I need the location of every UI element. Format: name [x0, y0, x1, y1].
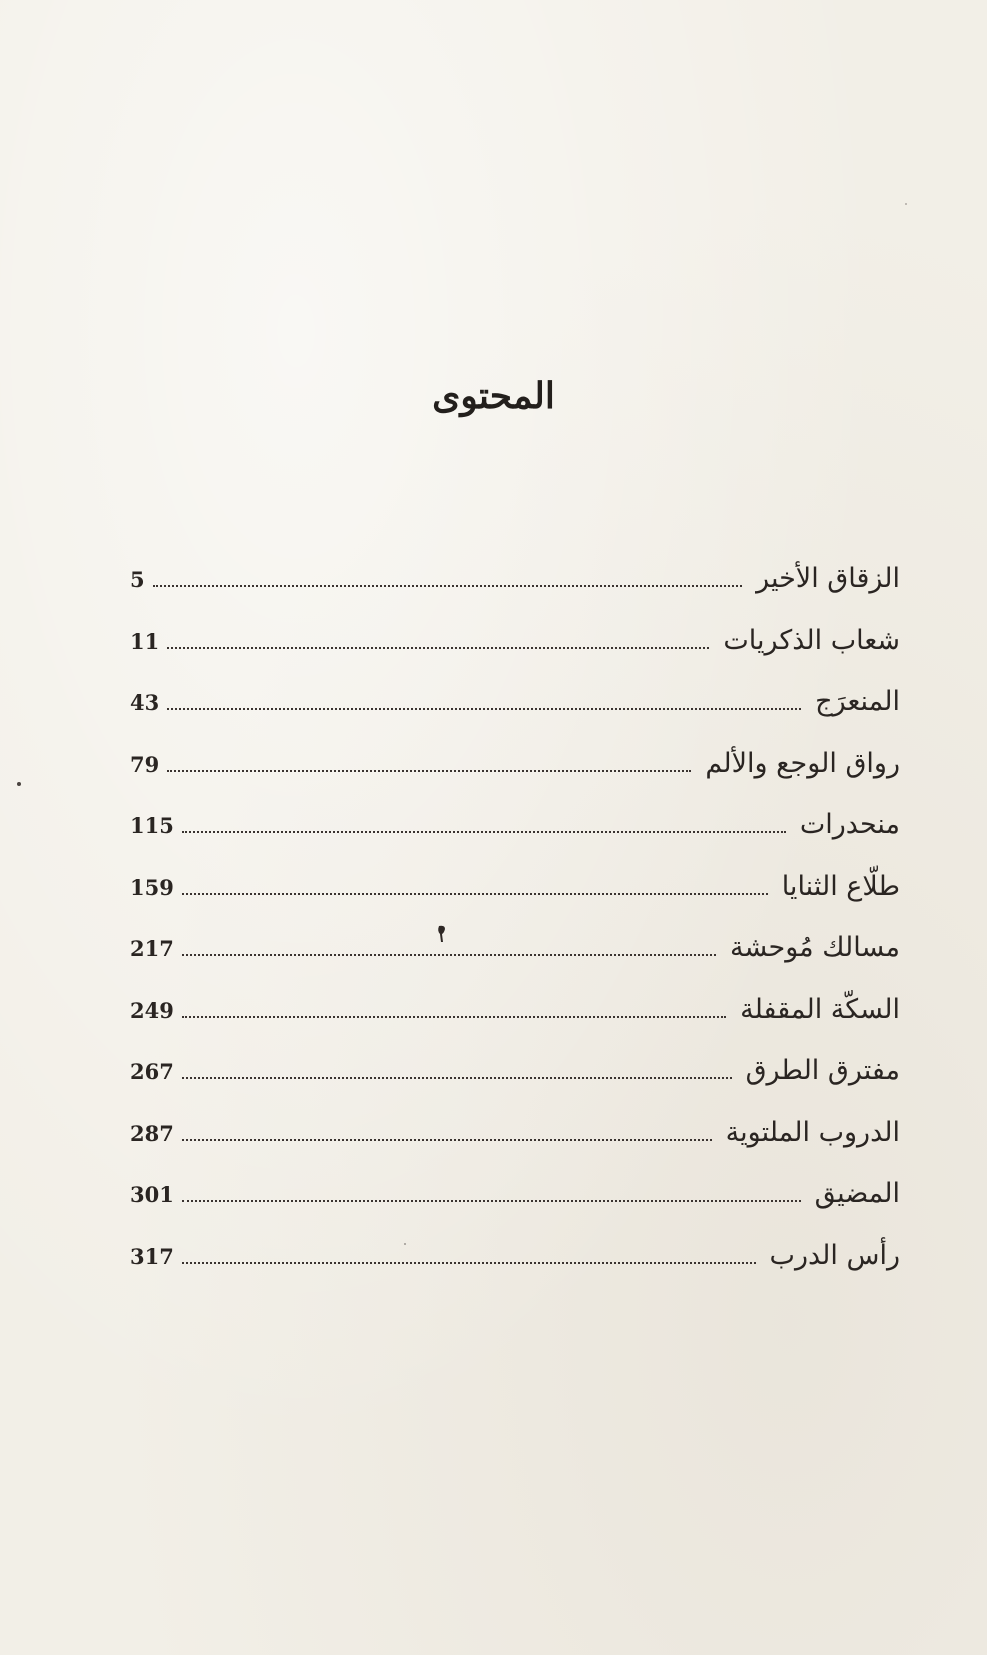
toc-entry-title: مفترق الطرق — [745, 1055, 900, 1086]
toc-entry-title: الزقاق الأخير — [756, 563, 900, 594]
dot-leader — [167, 770, 691, 772]
dot-leader — [182, 1262, 756, 1264]
toc-entry — [130, 1055, 900, 1117]
table-of-contents — [130, 563, 900, 1301]
toc-entry-page: 79 — [130, 751, 160, 777]
toc-entry-title: الدروب الملتوية — [725, 1116, 900, 1148]
toc-entry-title: رواق الوجع والألم — [705, 747, 900, 779]
toc-entry — [130, 686, 900, 748]
toc-entry-title: السكّة المقفلة — [740, 993, 900, 1025]
toc-entry-page: 159 — [130, 874, 174, 900]
toc-entry-title: المنعرَج — [815, 686, 900, 717]
ink-blot-mark — [437, 925, 447, 943]
dot-leader — [167, 647, 709, 649]
page-title: المحتوى — [432, 375, 555, 417]
paper-speck — [905, 203, 907, 205]
toc-entry — [130, 932, 900, 994]
toc-entry — [130, 563, 900, 625]
dot-leader — [182, 1077, 732, 1079]
dot-leader — [153, 585, 742, 587]
toc-entry — [130, 871, 900, 933]
toc-entry-page: 267 — [130, 1059, 174, 1084]
toc-entry-page: 317 — [130, 1243, 174, 1269]
toc-entry — [130, 748, 900, 810]
toc-entry-title: شعاب الذكريات — [723, 624, 900, 656]
toc-entry — [130, 625, 900, 687]
toc-entry-page: 217 — [130, 936, 174, 961]
toc-entry — [130, 1117, 900, 1179]
toc-entry-title: منحدرات — [799, 809, 900, 840]
toc-entry-page: 115 — [130, 813, 174, 838]
toc-entry-page: 43 — [130, 690, 160, 715]
dot-leader — [182, 893, 768, 895]
dot-leader — [167, 708, 801, 710]
dot-leader — [182, 831, 786, 833]
dot-leader — [182, 1200, 801, 1202]
toc-entry-page: 249 — [130, 997, 174, 1023]
toc-entry — [130, 994, 900, 1056]
toc-entry-page: 287 — [130, 1120, 174, 1146]
dot-leader — [182, 1016, 726, 1018]
toc-entry-title: رأس الدرب — [769, 1239, 900, 1271]
dot-leader — [182, 954, 716, 956]
toc-entry-title: طلّاع الثنايا — [781, 870, 900, 902]
toc-entry-title: مسالك مُوحشة — [729, 932, 900, 963]
toc-entry — [130, 1178, 900, 1240]
toc-entry-title: المضيق — [814, 1178, 900, 1209]
toc-entry-page: 11 — [130, 628, 160, 654]
paper-speck — [17, 782, 21, 786]
toc-entry — [130, 1240, 900, 1302]
toc-entry — [130, 809, 900, 871]
toc-entry-page: 5 — [130, 567, 145, 592]
toc-entry-page: 301 — [130, 1182, 174, 1207]
paper-speck — [404, 1243, 406, 1245]
dot-leader — [182, 1139, 712, 1141]
